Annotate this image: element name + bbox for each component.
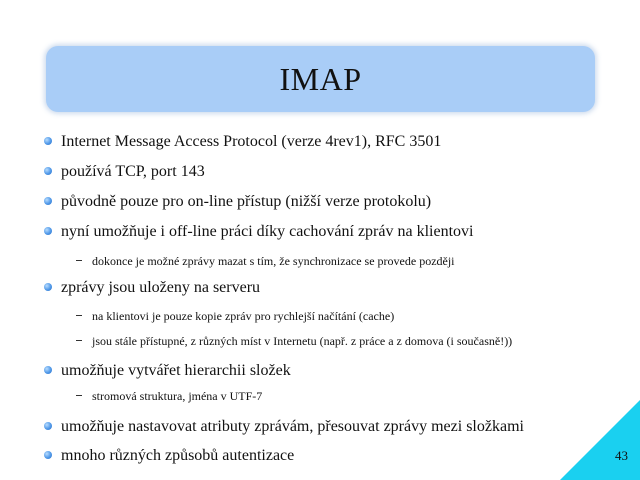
- slide-title: IMAP: [279, 60, 362, 97]
- bullet-item: [44, 162, 205, 182]
- bullet-text: zprávy jsou uloženy na serveru: [61, 279, 261, 296]
- bullet-text: původně pouze pro on-line přístup (nižší verze protokolu): [61, 193, 432, 210]
- bullet-item: [44, 222, 473, 242]
- bullet-item: [44, 417, 524, 437]
- bullet-icon: [44, 283, 52, 291]
- sub-bullet-text: jsou stále přístupné, z různých míst v Internetu (např. z práce a z domova (i současně!)): [92, 334, 513, 348]
- bullet-item: [44, 278, 260, 298]
- sub-bullet-text: stromová struktura, jména v UTF-7: [92, 389, 263, 403]
- page-number: 43: [615, 448, 628, 463]
- bullet-text: používá TCP, port 143: [61, 163, 205, 180]
- bullet-icon: [44, 137, 52, 145]
- bullet-icon: [44, 197, 52, 205]
- bullet-item: [44, 361, 291, 381]
- bullet-item: [44, 446, 294, 466]
- sub-bullet-item: [76, 308, 394, 324]
- bullet-item: [44, 132, 441, 152]
- sub-bullet-text: dokonce je možné zprávy mazat s tím, že synchronizace se provede později: [92, 254, 455, 268]
- dash-icon: [76, 315, 82, 316]
- sub-bullet-item: [76, 253, 455, 269]
- bullet-icon: [44, 366, 52, 374]
- bullet-item: [44, 192, 431, 212]
- sub-bullet-text: na klientovi je pouze kopie zpráv pro rychlejší načítání (cache): [92, 309, 395, 323]
- dash-icon: [76, 395, 82, 396]
- bullet-text: nyní umožňuje i off-line práci díky cachování zpráv na klientovi: [61, 223, 474, 240]
- bullet-icon: [44, 422, 52, 430]
- bullet-icon: [44, 227, 52, 235]
- sub-bullet-item: [76, 333, 512, 349]
- dash-icon: [76, 260, 82, 261]
- dash-icon: [76, 340, 82, 341]
- slide-title-box: [46, 46, 595, 112]
- bullet-icon: [44, 451, 52, 459]
- bullet-text: umožňuje vytvářet hierarchii složek: [61, 362, 291, 379]
- bullet-text: Internet Message Access Protocol (verze 4rev1), RFC 3501: [61, 133, 442, 150]
- bullet-icon: [44, 167, 52, 175]
- bullet-text: umožňuje nastavovat atributy zprávám, přesouvat zprávy mezi složkami: [61, 418, 524, 435]
- bullet-text: mnoho různých způsobů autentizace: [61, 447, 295, 464]
- sub-bullet-item: [76, 388, 262, 404]
- corner-triangle: [560, 400, 640, 480]
